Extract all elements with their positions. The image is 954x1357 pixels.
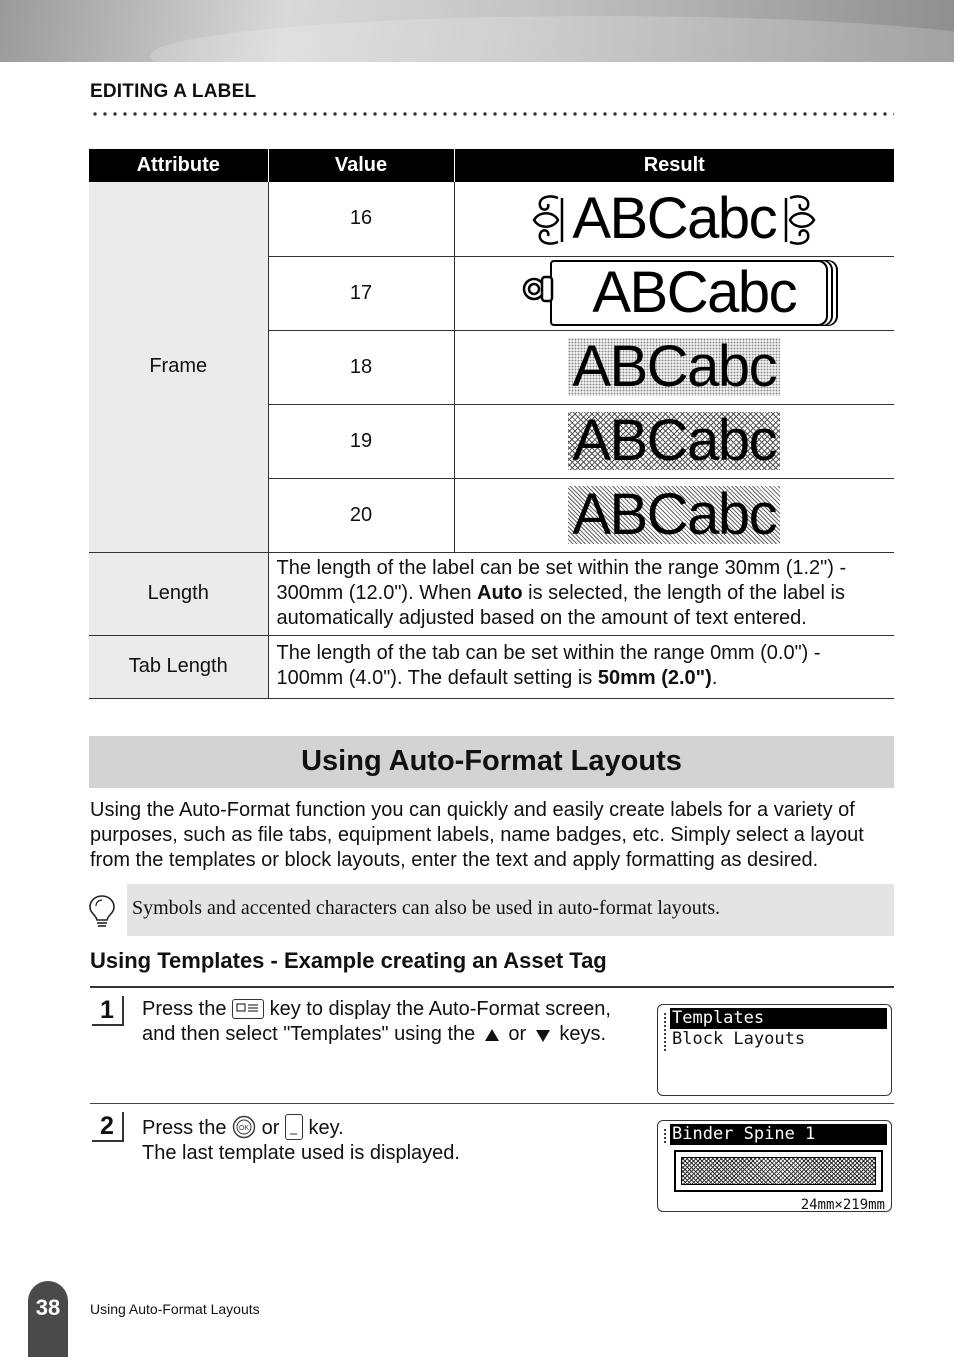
step-number: 2 [92,1112,124,1142]
value-cell: 18 [268,330,454,404]
description-text: is selected, the length of the label is automatically adjusted based on the amount of text entered. [276,581,845,629]
ornament-right-icon [780,192,820,248]
description-bold: 50mm (2.0") [597,667,712,689]
frame-sample-18: ABCabc [568,338,780,396]
auto-format-key-icon [232,999,264,1019]
result-cell [454,256,894,330]
svg-text:OK: OK [238,1125,250,1132]
tab-length-description [268,635,894,698]
frame-sample-17 [550,260,828,326]
step-text-part: Press the [142,1117,233,1139]
step-1-text [142,997,611,1047]
step-number: 1 [92,996,124,1026]
lcd-tape-size: 24mm×219mm [800,1197,885,1213]
down-arrow-icon [536,1030,550,1042]
sample-text: ABCabc [592,260,797,325]
step-text-part: key. [302,1117,344,1139]
ok-key-icon [232,1115,256,1139]
sample-text: ABCabc [572,185,777,251]
table-row [89,182,894,256]
lcd-screen-templates [657,1004,892,1096]
step-line [142,1022,611,1047]
step-text-part: keys. [553,1023,607,1045]
column-header-result: Result [454,149,894,182]
frame-sample-20: ABCabc [568,486,780,544]
column-header-attribute: Attribute [89,149,268,182]
section-heading: EDITING A LABEL [90,81,257,102]
attribute-tab-length: Tab Length [89,635,268,698]
header-band [0,0,954,62]
enter-key-icon [285,1114,303,1140]
column-header-value: Value [268,149,454,182]
up-arrow-icon [485,1029,499,1041]
frame-sample-16 [528,185,820,251]
result-cell [454,404,894,478]
step-2-text [142,1114,460,1166]
attribute-table [89,149,894,699]
step-line: The last template used is displayed. [142,1142,460,1164]
description-bold: Auto [477,581,523,604]
lcd-menu-item-templates: Templates [670,1008,887,1029]
attribute-length: Length [89,552,268,635]
lcd-menu-item-block-layouts: Block Layouts [672,1029,806,1049]
result-cell [454,182,894,256]
step-divider [90,1103,894,1104]
lightbulb-icon [88,894,116,930]
intro-paragraph: Using the Auto-Format function you can quickly and easily create labels for a variety of purposes, such as file tabs, equipment labels, name badges, etc. Simply select a layout from the templates or block layouts, enter the text and apply formatting as desired. [90,799,864,871]
attribute-frame: Frame [89,182,268,552]
tape-pattern [681,1157,876,1185]
value-cell: 16 [268,182,454,256]
subsection-title: Using Templates - Example creating an Asset Tag [90,948,607,973]
note-box: Symbols and accented characters can also be used in auto-format layouts. [127,884,894,936]
table-row [89,635,894,698]
lcd-screen-binder-spine [657,1120,892,1212]
result-cell [454,478,894,552]
table-row [89,552,894,635]
section-title: Using Auto-Format Layouts [89,736,894,788]
binder-ring-icon [520,274,564,304]
step-text-part: or [508,1023,527,1045]
lcd-template-title: Binder Spine 1 [670,1124,887,1145]
scroll-indicator-icon [663,1127,667,1147]
step-text-part: and then select "Templates" using the [142,1023,481,1045]
value-cell: 17 [268,256,454,330]
subsection-divider [90,986,894,988]
length-description [268,552,894,635]
page-number: 38 [28,1281,68,1357]
step-line [142,1114,460,1141]
step-text-part: key to display the Auto-Format screen, [264,998,611,1020]
step-text-part: Press the [142,998,233,1020]
footer-label: Using Auto-Format Layouts [90,1301,260,1317]
dotted-divider [90,111,894,117]
ornament-left-icon [528,192,568,248]
value-cell: 20 [268,478,454,552]
frame-sample-19: ABCabc [568,412,780,470]
description-text: The length of the label can be set within the range 30mm (1.2") - 300mm (12.0"). When [276,556,847,604]
step-line [142,997,611,1022]
result-cell [454,330,894,404]
table-header-row [89,149,894,182]
description-text: . [711,667,718,689]
description-text: The length of the tab can be set within the range 0mm (0.0") - 100mm (4.0"). The default setting is [276,642,821,689]
value-cell: 19 [268,404,454,478]
step-text-part: or [261,1117,280,1139]
lcd-tape-preview [674,1150,883,1192]
